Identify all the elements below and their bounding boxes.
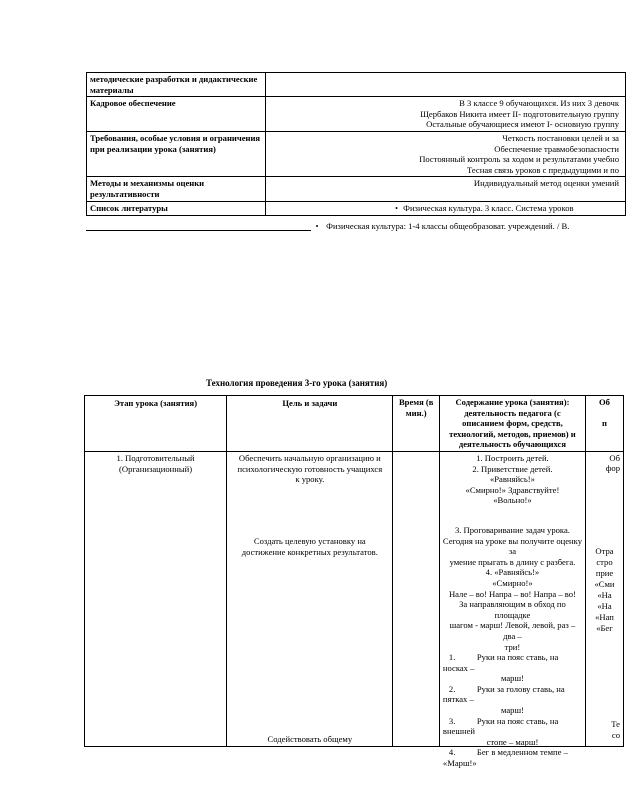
row-label-text: методические разработки и дидактические материалы — [90, 74, 258, 95]
resources-table — [86, 72, 626, 216]
results-line: Те — [611, 718, 620, 729]
header-results-text: Об — [599, 397, 610, 407]
content-line: 2. Приветствие детей. — [472, 463, 553, 474]
content-line: Сегодня на уроке вы получите оценку за — [442, 535, 582, 557]
value-line: Остальные обучающиеся имеют I- основную группу — [426, 119, 619, 130]
table-row — [87, 131, 626, 176]
content-line: «Смирно!» — [492, 577, 533, 588]
item-text: Руки за голову ставь, на пятках – — [442, 683, 565, 705]
results-line: «Сми — [594, 578, 615, 589]
header-results-text2: п — [602, 417, 607, 428]
content-line: три! — [504, 641, 521, 652]
bullet-icon: • — [395, 203, 398, 213]
content-line: Нале – во! Напра – во! Напра – во! — [448, 588, 576, 599]
results-cell — [586, 451, 624, 746]
row-label: Список литературы — [87, 201, 266, 216]
goal-text: Обеспечить начальную организацию и психологическую готовность учащихся к уроку. — [237, 452, 383, 485]
numbered-item — [443, 716, 582, 737]
row-label — [87, 131, 266, 176]
bibliography-line — [310, 221, 569, 231]
time-cell — [393, 451, 439, 746]
header-results — [586, 396, 624, 452]
table-row — [85, 451, 624, 746]
header-time: Время (в мин.) — [393, 396, 439, 452]
row-value — [266, 97, 626, 132]
content-line: 3. Проговаривание задач урока. — [454, 524, 570, 535]
goal-text: Содействовать общему — [267, 733, 353, 744]
row-label — [87, 177, 266, 201]
goal-text: Создать целевую установку на достижение конкретных результатов. — [241, 535, 378, 557]
table-row — [87, 73, 626, 97]
table-row — [87, 201, 626, 216]
results-line: Об — [609, 452, 620, 463]
content-line: «Вольно!» — [493, 495, 532, 506]
item-number: 4. — [448, 747, 456, 758]
header-goals: Цель и задачи — [227, 396, 393, 452]
row-value — [266, 177, 626, 201]
header-stage: Этап урока (занятия) — [85, 396, 227, 452]
header-content: Содержание урока (занятия): деятельность педагога (с описанием форм, средств, технологий, методов, приемов) и деятельность обучающихся — [439, 396, 585, 452]
content-line: 1. Построить детей. — [476, 452, 549, 463]
divider — [86, 230, 311, 231]
numbered-item — [443, 747, 582, 768]
stage-text: 1. Подготовительный (Организационный) — [116, 452, 195, 474]
content-line: марш! — [500, 673, 524, 684]
value-line: Обеспечение травмобезопасности — [494, 143, 619, 154]
content-cell — [439, 451, 585, 769]
bullet-icon: • — [315, 222, 319, 231]
row-label: Кадровое обеспечение — [87, 97, 266, 132]
row-value — [266, 201, 626, 216]
results-line: «Нап — [595, 611, 614, 622]
row-value — [266, 131, 626, 176]
value-line: Физическая культура. 3 класс. Система уроков — [403, 202, 574, 213]
row-label-text: Требования, особые условия и ограничения при реализации урока (занятия) — [90, 132, 261, 154]
table-row — [87, 177, 626, 201]
content-line: умение прыгать в длину с разбега. — [449, 556, 576, 567]
results-line: стро — [596, 556, 613, 567]
bibliography-text: Физическая культура: 1-4 классы общеобразоват. учреждений. / В. — [326, 221, 570, 231]
item-number: 1. — [448, 652, 456, 663]
results-line: Отра — [595, 545, 614, 556]
item-number: 2. — [448, 683, 456, 694]
value-line: Индивидуальный метод оценки умений — [473, 178, 619, 189]
value-line: В 3 классе 9 обучающихся. Из них 3 девочк — [459, 98, 619, 109]
content-line: стопе – марш! — [486, 736, 539, 747]
content-line: За направляющим в обход по площадке — [459, 599, 566, 620]
content-line: «Смирно!» Здравствуйте! — [465, 484, 560, 495]
goals-cell — [227, 451, 393, 746]
results-line: прие — [595, 567, 614, 578]
row-label-text: Методы и механизмы оценки результативности — [90, 178, 205, 199]
row-label — [87, 73, 266, 97]
value-line: Щербаков Никита имеет II- подготовительную группу — [420, 108, 619, 119]
value-line: Четкость постановки целей и за — [502, 132, 619, 143]
content-line: шагом - марш! Левой, левой, раз – два – — [449, 620, 576, 641]
section-title: Технология проведения 3-го урока (занятия) — [206, 378, 388, 388]
item-number: 3. — [448, 715, 456, 726]
row-value — [266, 73, 626, 97]
item-text: Бег в медленном темпе – «Марш!» — [442, 747, 568, 769]
item-text: Руки на пояс ставь, на внешней — [442, 715, 559, 737]
numbered-item — [443, 652, 582, 673]
results-line: со — [611, 729, 620, 740]
content-line: «Равняйсь!» — [489, 474, 535, 485]
results-line: «На — [597, 589, 612, 600]
content-line: марш! — [500, 705, 524, 716]
numbered-item — [443, 684, 582, 705]
lesson-table — [84, 395, 624, 769]
content-line: 4. «Равняйсь!» — [485, 567, 540, 578]
results-line: фор — [605, 462, 620, 473]
value-line: Постоянный контроль за ходом и результатами учебно — [419, 154, 619, 165]
results-line: «Бег — [596, 622, 613, 633]
item-text: Руки на пояс ставь, на носках – — [442, 652, 559, 673]
table-row — [87, 97, 626, 132]
stage-cell — [85, 451, 227, 746]
results-line: «На — [597, 600, 612, 611]
value-line: Тесная связь уроков с предыдущими и по — [466, 164, 619, 175]
table-header-row — [85, 396, 624, 452]
